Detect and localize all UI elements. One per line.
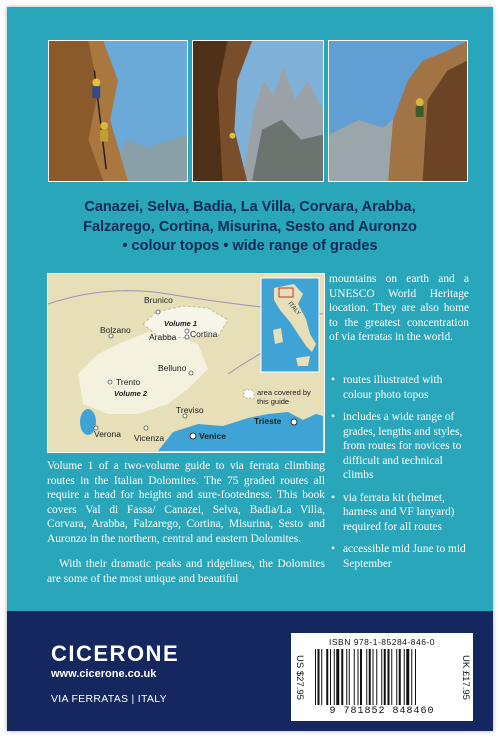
barcode-bar bbox=[369, 649, 371, 705]
barcode-bar bbox=[326, 649, 328, 705]
barcode-bar bbox=[406, 649, 409, 705]
map-label-bolzano: Bolzano bbox=[100, 325, 131, 335]
photo-climbers-ladder bbox=[48, 40, 188, 182]
map-legend-label-2: this guide bbox=[257, 397, 290, 406]
barcode-bar bbox=[358, 649, 359, 705]
barcode-panel bbox=[291, 633, 473, 721]
barcode-bar bbox=[330, 649, 331, 705]
barcode-bar bbox=[388, 649, 390, 705]
feature-item: • accessible mid June to mid September bbox=[329, 542, 469, 571]
barcode-bar bbox=[366, 649, 367, 705]
map-label-treviso: Treviso bbox=[176, 405, 204, 415]
barcode-bar bbox=[399, 649, 401, 705]
map-legend-label-1: area covered by bbox=[257, 388, 311, 397]
barcode bbox=[313, 649, 451, 705]
map-label-verona: Verona bbox=[94, 429, 121, 439]
map-label-volume-1: Volume 1 bbox=[164, 319, 198, 328]
series-label: VIA FERRATAS | ITALY bbox=[51, 693, 167, 705]
headline-features: • colour topos • wide range of grades bbox=[122, 238, 378, 254]
book-back-cover bbox=[7, 7, 493, 731]
isbn-label: ISBN 978-1-85284-846-0 bbox=[329, 637, 435, 647]
barcode-bar bbox=[384, 649, 386, 705]
price-uk: UK £17.95 bbox=[459, 654, 471, 700]
map-label-vicenza: Vicenza bbox=[134, 433, 165, 443]
barcode-bar bbox=[321, 649, 322, 705]
map-label-belluno: Belluno bbox=[158, 363, 187, 373]
feature-item: • via ferrata kit (helmet, harness and VF lanyard) required for all routes bbox=[329, 491, 469, 535]
barcode-bar bbox=[346, 649, 347, 705]
feature-item: • includes a wide range of grades, lengths and styles, from routes for novices to difficult and technical climbs bbox=[329, 410, 469, 483]
intro-continued: mountains on earth and a UNESCO World Heritage location. They are also home to the greatest concentration of via ferratas in the world. bbox=[329, 273, 469, 344]
barcode-bar bbox=[373, 649, 374, 705]
route-map bbox=[47, 273, 325, 453]
barcode-bar bbox=[315, 649, 316, 705]
feature-list bbox=[329, 373, 469, 579]
photo-climber-rock-face bbox=[328, 40, 468, 182]
barcode-bar bbox=[354, 649, 355, 705]
publisher-url: www.cicerone.co.uk bbox=[51, 668, 157, 680]
barcode-bar bbox=[334, 649, 335, 705]
barcode-bar bbox=[404, 649, 405, 705]
map-label-trento: Trento bbox=[116, 377, 141, 387]
barcode-bar bbox=[415, 649, 416, 705]
barcode-bar bbox=[349, 649, 350, 705]
barcode-bar bbox=[411, 649, 412, 705]
photo-cave-mountain-view bbox=[192, 40, 324, 182]
barcode-bar bbox=[396, 649, 397, 705]
headline-line-2: Falzarego, Cortina, Misurina, Sesto and Auronzo bbox=[83, 219, 417, 235]
map-label-cortina: Cortina bbox=[190, 329, 218, 339]
barcode-bar bbox=[318, 649, 320, 705]
barcode-bar bbox=[360, 649, 362, 705]
barcode-bar bbox=[381, 649, 382, 705]
map-label-volume-2: Volume 2 bbox=[114, 389, 148, 398]
feature-item: • routes illustrated with colour photo topos bbox=[329, 373, 469, 402]
intro-paragraph-1: Volume 1 of a two-volume guide to via ferrata climbing routes in the Italian Dolomites. The 75 graded routes all require a head for heights and sure-footedness. This book covers Val di Fassa/ Canazei, Selva, Badia/La Villa, Corvara, Arabba, Falzarego, Cortina, Misurina, Sesto and Auronzo in the northern, central and eastern Dolomites. bbox=[47, 460, 325, 545]
map-label-venice: Venice bbox=[199, 431, 226, 441]
barcode-bar bbox=[391, 649, 392, 705]
barcode-digits: 9 781852 848460 bbox=[329, 706, 435, 717]
barcode-bar bbox=[341, 649, 343, 705]
intro-paragraph-2: With their dramatic peaks and ridgelines, the Dolomites are some of the most unique and beautiful bbox=[47, 558, 325, 585]
map-label-arabba: Arabba bbox=[149, 332, 177, 342]
publisher-footer bbox=[7, 611, 493, 731]
map-label-trieste: Trieste bbox=[254, 416, 282, 426]
map-label-brunico: Brunico bbox=[144, 295, 173, 305]
barcode-bar bbox=[336, 649, 339, 705]
headline-line-1: Canazei, Selva, Badia, La Villa, Corvara, Arabba, bbox=[84, 199, 416, 215]
map-inset-label: ITALY bbox=[286, 301, 302, 317]
barcode-bar bbox=[376, 649, 377, 705]
publisher-logo: CICERONE bbox=[51, 641, 180, 666]
price-us: US $27.95 bbox=[293, 654, 305, 700]
